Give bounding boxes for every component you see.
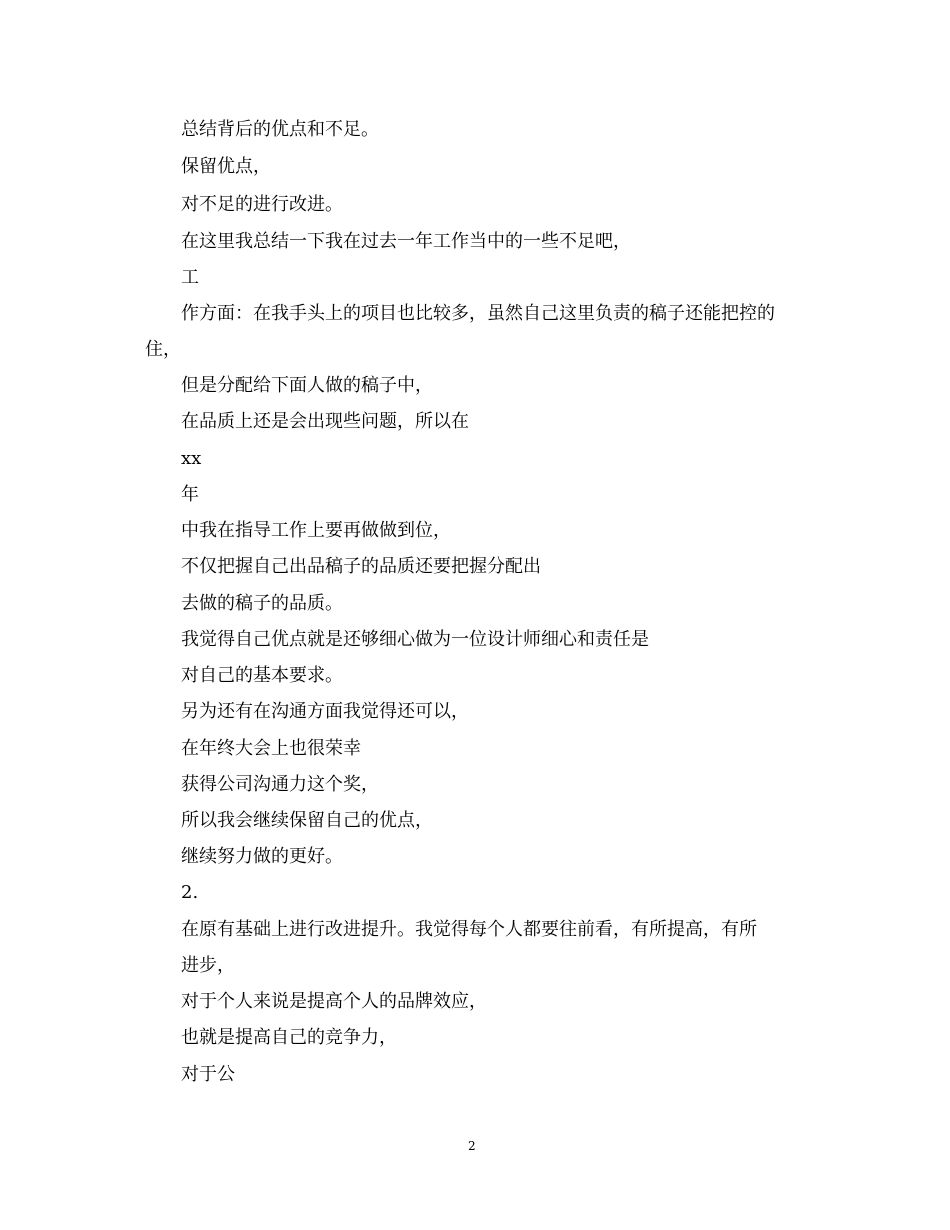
- text-line: 保留优点，: [181, 156, 271, 177]
- text-line: 进步，: [181, 955, 235, 976]
- text-line: 对不足的进行改进。: [181, 194, 343, 215]
- text-line: 年: [181, 484, 199, 505]
- text-line: 继续努力做的更好。: [181, 846, 343, 867]
- text-line: 对于个人来说是提高个人的品牌效应，: [181, 991, 487, 1012]
- text-line: 另为还有在沟通方面我觉得还可以，: [181, 701, 469, 722]
- text-line: 在这里我总结一下我在过去一年工作当中的一些不足吧，: [181, 231, 631, 252]
- text-line: 对自己的基本要求。: [181, 665, 343, 686]
- text-line: xx: [181, 448, 202, 469]
- text-line: 总结背后的优点和不足。: [181, 119, 379, 140]
- text-line: 也就是提高自己的竞争力，: [181, 1027, 397, 1048]
- text-line: 所以我会继续保留自己的优点，: [181, 810, 433, 831]
- text-line: 在原有基础上进行改进提升。我觉得每个人都要往前看，有所提高，有所: [181, 919, 757, 940]
- text-line: 但是分配给下面人做的稿子中，: [181, 375, 433, 396]
- text-line: 住，: [145, 339, 181, 360]
- text-line: 获得公司沟通力这个奖，: [181, 774, 379, 795]
- text-line: 工: [181, 267, 199, 288]
- text-line: 在年终大会上也很荣幸: [181, 738, 361, 759]
- text-line: 2.: [181, 882, 199, 903]
- text-line: 作方面：在我手头上的项目也比较多，虽然自己这里负责的稿子还能把控的: [181, 303, 775, 324]
- text-line: 对于公: [181, 1064, 235, 1085]
- text-line: 在品质上还是会出现些问题，所以在: [181, 411, 469, 432]
- text-line: 去做的稿子的品质。: [181, 593, 343, 614]
- text-line: 我觉得自己优点就是还够细心做为一位设计师细心和责任是: [181, 629, 649, 650]
- text-line: 中我在指导工作上要再做做到位，: [181, 520, 451, 541]
- page-number: 2: [468, 1139, 476, 1153]
- text-line: 不仅把握自己出品稿子的品质还要把握分配出: [181, 556, 541, 577]
